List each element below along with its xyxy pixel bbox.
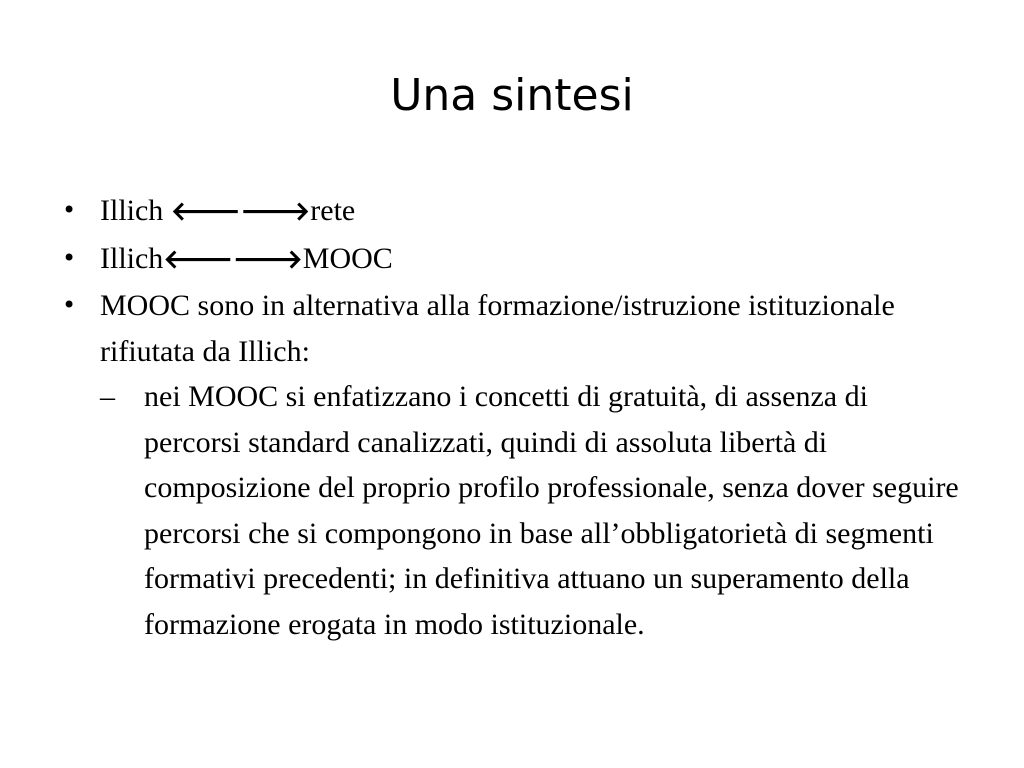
- item-text-after: MOOC: [302, 241, 393, 275]
- item-text-before: Illich: [100, 194, 171, 227]
- bullet-icon: •: [62, 196, 77, 224]
- slide-title: Una sintesi: [390, 70, 634, 121]
- sub-list-item: [100, 374, 962, 647]
- double-arrow-icon: 🡐🡒: [170, 197, 311, 227]
- item-text: MOOC sono in alternativa alla formazione/istruzione istituzionale rifiutata da Illich:: [100, 289, 895, 368]
- sub-item-text: nei MOOC si enfatizzano i concetti di gratuità, di assenza di percorsi standard canalizzati, quindi di assoluta libertà di composizione del proprio profilo professionale, senza dover seguire percorsi che si compongono in base all’obbligatorietà di segmenti formativi precedenti; in definitiva attuano un superamento della formazione erogata in modo istituzionale.: [144, 380, 959, 641]
- sub-bullet-list: [100, 374, 962, 647]
- list-item: [62, 283, 962, 647]
- list-item: [62, 236, 962, 284]
- slide-body: [62, 188, 962, 647]
- item-text-after: rete: [310, 194, 356, 227]
- dash-icon: –: [100, 380, 115, 413]
- item-text-before: Illich: [100, 241, 164, 275]
- bullet-list: [62, 188, 962, 647]
- list-item: [62, 188, 962, 236]
- double-arrow-icon: 🡐🡒: [163, 244, 303, 275]
- bullet-icon: •: [62, 243, 77, 272]
- bullet-icon: •: [62, 291, 77, 319]
